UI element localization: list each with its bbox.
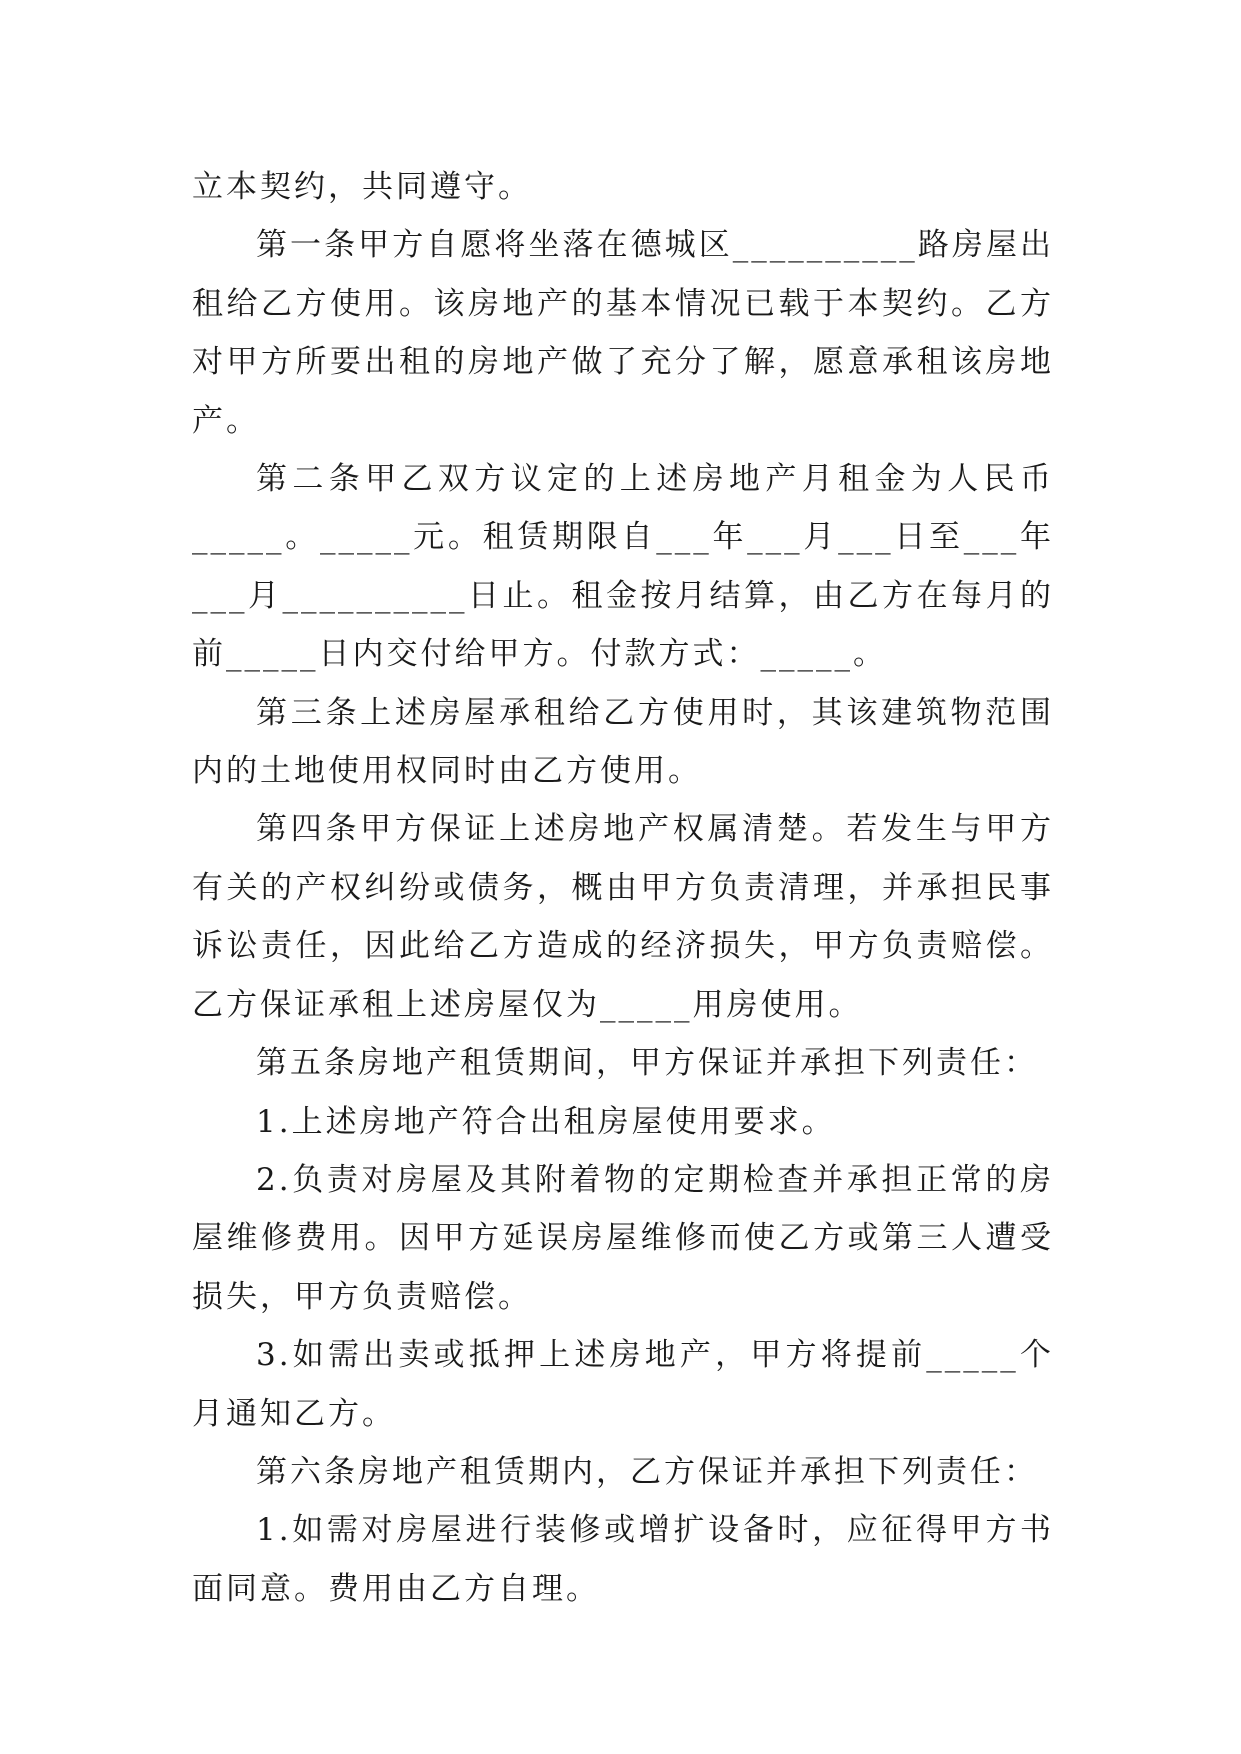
paragraph-article-6: 第六条房地产租赁期内，乙方保证并承担下列责任： [256,1453,1038,1490]
paragraph-article-6-item-1: 1.如需对房屋进行装修或增扩设备时，应征得甲方书面同意。费用由乙方自理。 [192,1512,1054,1607]
paragraph-article-5-item-3: 3.如需出卖或抵押上述房地产，甲方将提前_____个月通知乙方。 [192,1337,1054,1432]
paragraph-article-5: 第五条房地产租赁期间，甲方保证并承担下列责任： [256,1045,1038,1082]
paragraph-article-3: 第三条上述房屋承租给乙方使用时，其该建筑物范围内的土地使用权同时由乙方使用。 [192,694,1054,790]
paragraph-article-5-item-1: 1.上述房地产符合出租房屋使用要求。 [256,1103,836,1140]
paragraph-article-1: 第一条甲方自愿将坐落在德城区__________路房屋出租给乙方使用。该房地产的基本情况已载于本契约。乙方对甲方所要出租的房地产做了充分了解，愿意承租该房地产。 [192,227,1054,439]
paragraph-opening: 立本契约，共同遵守。 [192,169,532,205]
paragraph-article-4: 第四条甲方保证上述房地产权属清楚。若发生与甲方有关的产权纠纷或债务，概由甲方负责清理，并承担民事诉讼责任，因此给乙方造成的经济损失，甲方负责赔偿。乙方保证承租上述房屋仅为_____用房使用。 [192,811,1054,1023]
contract-body [192,158,1054,1618]
paragraph-article-5-item-2: 2.负责对房屋及其附着物的定期检查并承担正常的房屋维修费用。因甲方延误房屋维修而使乙方或第三人遭受损失，甲方负责赔偿。 [192,1161,1054,1315]
paragraph-article-2: 第二条甲乙双方议定的上述房地产月租金为人民币_____。_____元。租赁期限自___年___月___日至___年___月__________日止。租金按月结算，由乙方在每月的前_____日内交付给甲方。付款方式：_____。 [192,461,1054,673]
